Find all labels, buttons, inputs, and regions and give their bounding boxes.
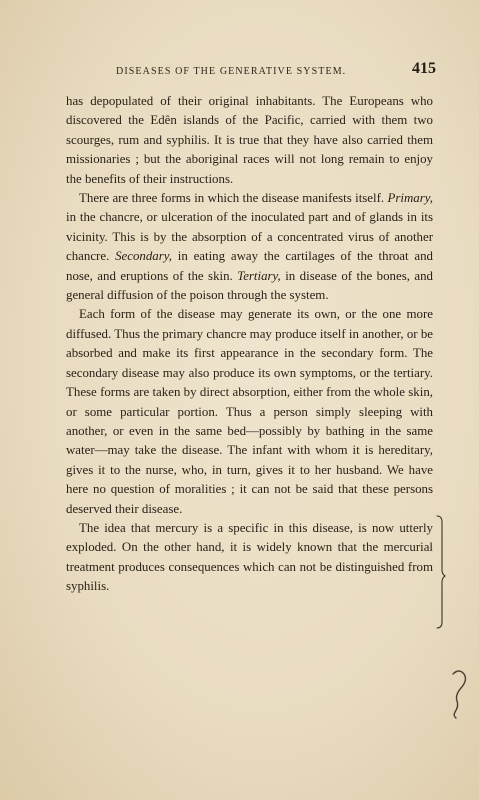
bracket-icon [436,514,446,630]
italic-term: Tertiary, [237,268,281,283]
text-run: Each form of the disease may generate its own, or the one more diffused. Thus the primary chancre may produce itself in another, or be absorbed and make its first appearance in the secondary form. The secondary disease may also produce its own symptoms, or the tertiary. These forms are taken by direct absorption, either from the whole skin, or some particular portion. Thus a person simply sleeping with another, or even in the same bed—possibly by bathing in the same water—may take the disease. The infant with whom it is hereditary, gives it to the nurse, who, in turn, gives it to her husband. We have here no question of moralities ; it can not be said that these persons deserved their disease. [66,307,433,516]
paragraph [66,519,433,597]
text-run: The idea that mercury is a specific in this disease, is now utterly exploded. On the other hand, it is widely known that the mercurial treatment produces consequences which can not be distinguished from syphilis. [66,520,433,594]
page-number: 415 [412,60,436,77]
paragraph [66,189,433,305]
paragraph [66,92,433,189]
running-title: DISEASES OF THE GENERATIVE SYSTEM. [116,66,347,77]
text-run: in disease of the bones, and general diffusion of the poison through the system. [66,268,433,303]
text-run: in the chancre, or ulceration of the inoculated part and of glands in its vicinity. This is by the absorption of a concentrated virus of another chancre. [66,210,433,264]
text-run: in eating away the cartilages of the throat and nose, and eruptions of the skin. [66,249,434,283]
italic-term: Secondary, [115,249,172,264]
page-header [116,60,436,80]
text-run: has depopulated of their original inhabitants. The Europeans who discovered the Edên islands of the Pacific, carried with them two scourges, rum and syphilis. It is true that they have also carried them missionaries ; but the aboriginal races will not long remain to enjoy the benefits of their instructions. [66,94,433,186]
question-mark-icon [447,668,469,720]
body-text [66,92,433,597]
paragraph [66,305,433,518]
italic-term: Primary, [387,191,433,206]
text-run: There are three forms in which the disease manifests itself. [79,191,388,206]
